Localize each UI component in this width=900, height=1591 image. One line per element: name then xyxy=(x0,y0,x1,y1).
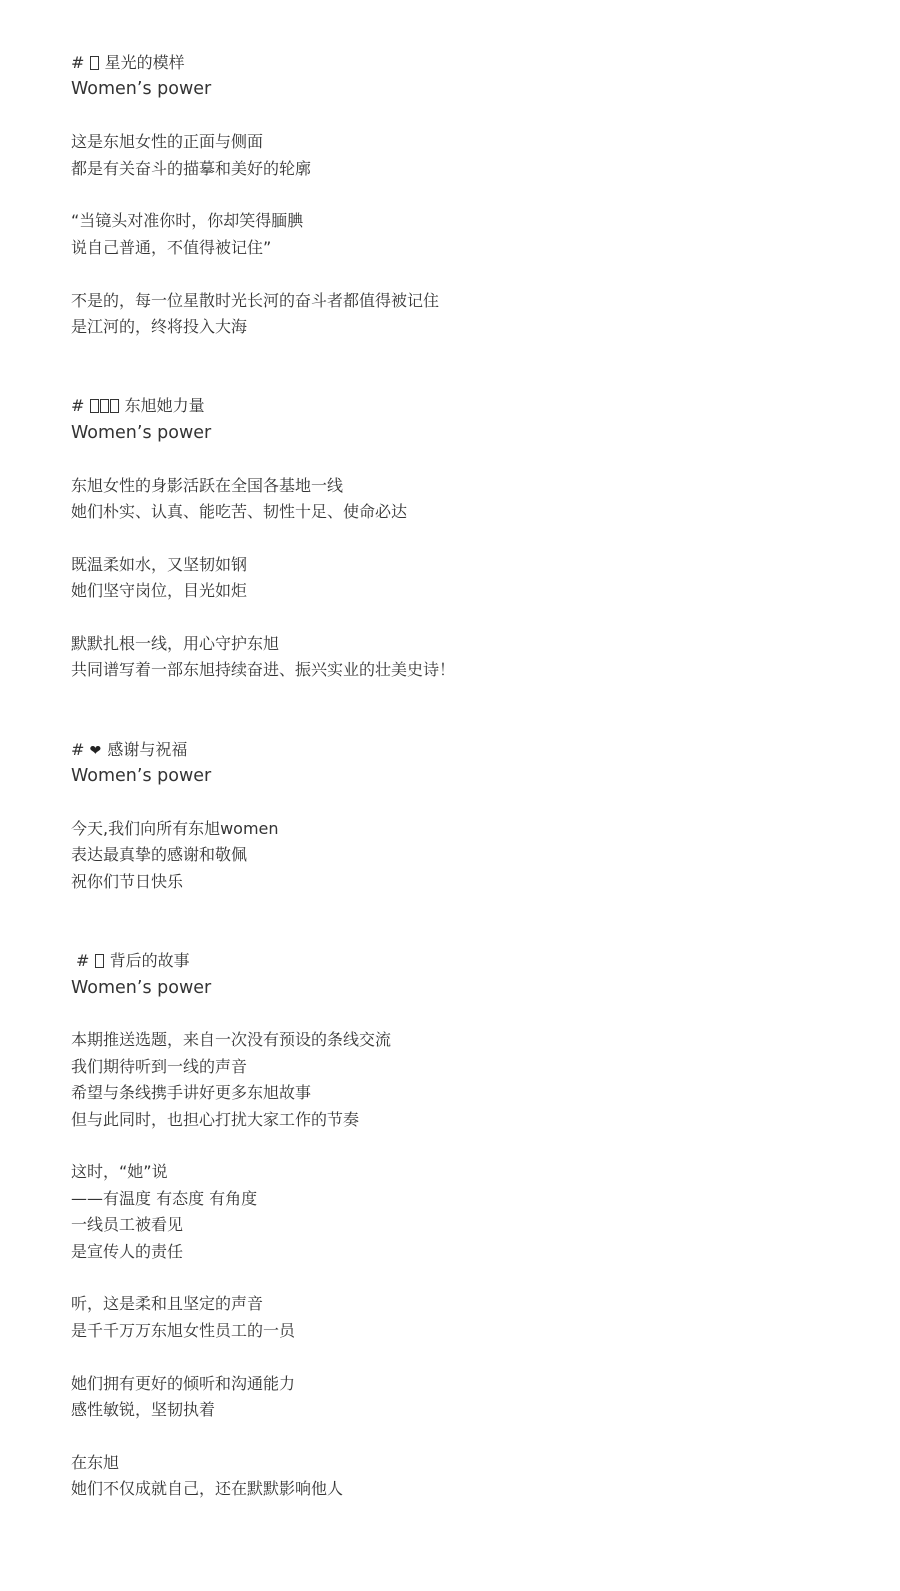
missing-glyph-icon xyxy=(90,56,99,70)
missing-glyph-icon xyxy=(95,954,104,968)
paragraph-line: 她们朴实、认真、能吃苦、韧性十足、使命必达 xyxy=(71,502,408,521)
paragraph-line: 是千千万万东旭女性员工的一员 xyxy=(71,1320,296,1340)
paragraph-line: 她们不仅成就自己，还在默默影响他人 xyxy=(71,1479,344,1499)
paragraph-line: ——有温度 有态度 有角度 xyxy=(71,1188,258,1208)
paragraph-line: 她们拥有更好的倾听和沟通能力 xyxy=(71,1373,296,1393)
missing-glyph-icon xyxy=(90,399,99,413)
paragraph-line: 感性敏锐，坚韧执着 xyxy=(71,1400,216,1419)
heading-text: 背后的故事 xyxy=(109,951,190,971)
section-subtitle: Women’s power xyxy=(71,977,212,998)
section-heading xyxy=(71,50,185,76)
paragraph-line: 是江河的，终将投入大海 xyxy=(71,317,248,336)
paragraph-line: 共同谱写着一部东旭持续奋进、振兴实业的壮美史诗！ xyxy=(71,660,456,680)
paragraph-line: “当镜头对准你时，你却笑得腼腆 xyxy=(71,211,304,231)
paragraph-line: 说自己普通，不值得被记住” xyxy=(71,237,272,257)
paragraph-line: 祝你们节日快乐 xyxy=(71,871,184,891)
heading-hash: # xyxy=(71,53,85,72)
heading-text: 星光的模样 xyxy=(104,53,185,72)
section-subtitle: Women’s power xyxy=(71,79,212,100)
paragraph-line: 今天,我们向所有东旭women xyxy=(71,819,279,838)
missing-glyph-icon xyxy=(110,399,119,413)
heading-text: 东旭她力量 xyxy=(124,396,205,416)
paragraph-line: 但与此同时，也担心打扰大家工作的节奏 xyxy=(71,1109,360,1129)
paragraph-line: 本期推送选题，来自一次没有预设的条线交流 xyxy=(71,1030,392,1050)
paragraph-line: 既温柔如水，又坚韧如钢 xyxy=(71,554,248,574)
paragraph-line: 表达最真挚的感谢和敬佩 xyxy=(71,845,248,865)
paragraph-line: 希望与条线携手讲好更多东旭故事 xyxy=(71,1083,312,1103)
paragraph-line: 这是东旭女性的正面与侧面 xyxy=(71,132,264,152)
section-subtitle: Women’s power xyxy=(71,422,212,443)
missing-glyph-icon xyxy=(100,399,109,413)
section-heading xyxy=(71,737,187,763)
paragraph-line: 一线员工被看见 xyxy=(71,1215,184,1235)
heading-hash: # xyxy=(71,739,85,759)
section-heading xyxy=(76,948,190,974)
section-subtitle: Women’s power xyxy=(71,766,212,787)
paragraph-line: 不是的，每一位星散时光长河的奋斗者都值得被记住 xyxy=(71,290,440,310)
paragraph-line: 东旭女性的身影活跃在全国各基地一线 xyxy=(71,475,344,495)
heading-text: 感谢与祝福 xyxy=(107,739,188,759)
section-heading xyxy=(71,393,205,419)
paragraph-line: 她们坚守岗位，目光如炬 xyxy=(71,581,248,601)
heading-hash: # xyxy=(76,951,90,971)
paragraph-line: 在东旭 xyxy=(71,1452,120,1472)
heading-hash: # xyxy=(71,396,85,416)
paragraph-line: 我们期待听到一线的声音 xyxy=(71,1056,248,1076)
paragraph-line: 是宣传人的责任 xyxy=(71,1241,184,1261)
paragraph-line: 默默扎根一线，用心守护东旭 xyxy=(71,634,280,653)
heart-icon: ❤ xyxy=(89,742,102,759)
paragraph-line: 这时，“她”说 xyxy=(71,1162,168,1182)
paragraph-line: 听，这是柔和且坚定的声音 xyxy=(71,1294,264,1314)
paragraph-line: 都是有关奋斗的描摹和美好的轮廓 xyxy=(71,158,312,178)
